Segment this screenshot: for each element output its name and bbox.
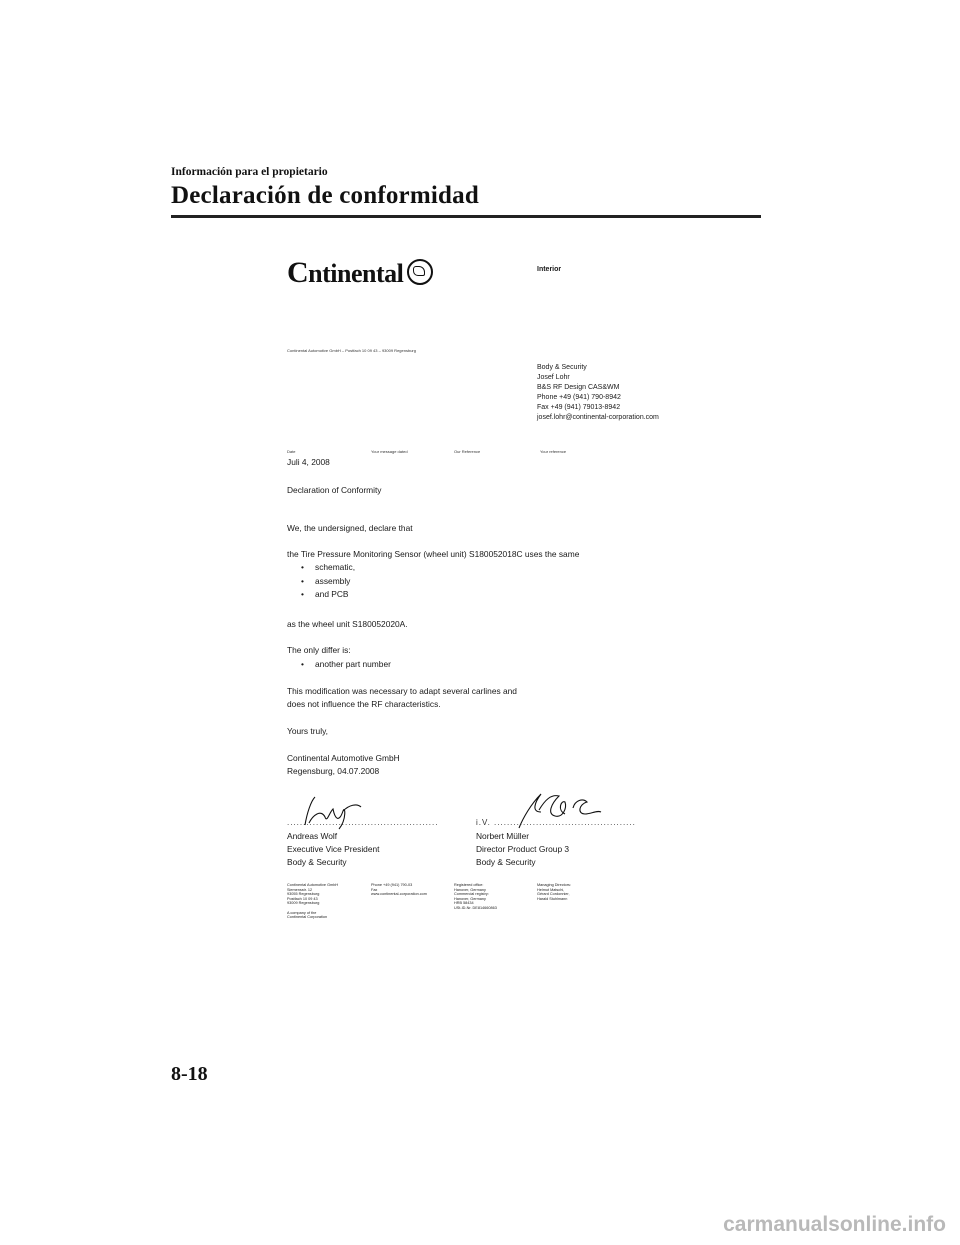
continental-logo <box>287 256 433 290</box>
closing: Yours truly, <box>287 726 328 736</box>
section-label: Información para el propietario <box>171 166 328 178</box>
footer-line: Registered office: <box>454 883 484 887</box>
footer-line: Phone +49 (941) 790-03 <box>371 883 413 887</box>
place-date: Regensburg, 04.07.2008 <box>287 766 380 776</box>
footer-line: Hanover, Germany <box>454 896 486 901</box>
signer1-dept: Body & Security <box>287 857 347 867</box>
footer-line: Fax <box>371 887 378 892</box>
sender-line: Continental Automotive GmbH – Postfach 10 09 43 – 93009 Regensburg <box>287 348 416 353</box>
page-title: Declaración de conformidad <box>171 182 479 209</box>
signer2-dept: Body & Security <box>476 857 536 867</box>
date-label: Date <box>287 449 296 454</box>
footer-line: Siemensstr. 12 <box>287 887 313 892</box>
footer-line: Managing Directors: <box>537 883 571 887</box>
signer1-title: Executive Vice President <box>287 844 380 854</box>
footer-line: HRB 58434 <box>454 901 474 906</box>
letter-intro: We, the undersigned, declare that <box>287 523 413 533</box>
letter-statement: the Tire Pressure Monitoring Sensor (wheel unit) S180052018C uses the same <box>287 549 580 559</box>
footer-line: Continental Corporation <box>287 915 328 920</box>
contact-line: Phone +49 (941) 790-8942 <box>537 394 621 401</box>
list-item: • and PCB <box>315 588 355 602</box>
company-name: Continental Automotive GmbH <box>287 753 400 763</box>
as-wheel-unit: as the wheel unit S180052020A. <box>287 619 408 629</box>
modification-line-2: does not influence the RF characteristics. <box>287 699 441 709</box>
horse-emblem-icon <box>407 259 433 285</box>
list-item: • assembly <box>315 575 355 589</box>
our-reference-label: Our Reference <box>454 449 481 454</box>
differ-items-list <box>287 658 391 672</box>
watermark: carmanualsonline.info <box>723 1213 946 1236</box>
contact-line: B&S RF Design CAS&WM <box>537 384 620 391</box>
footer-line: Gérard Cordonnier, <box>537 892 570 897</box>
letter-date: Juli 4, 2008 <box>287 457 330 467</box>
footer-contact <box>371 883 427 897</box>
footer-line: 93055 Regensburg <box>287 892 320 897</box>
title-rule <box>171 215 761 218</box>
page-number: 8-18 <box>171 1063 208 1085</box>
footer-line: 93009 Regensburg <box>287 901 320 906</box>
footer-line: Hanover, Germany <box>454 887 486 892</box>
logo-text: ntinental <box>308 259 404 288</box>
letter-subject: Declaration of Conformity <box>287 485 382 495</box>
contact-line: Josef Lohr <box>537 374 570 381</box>
footer-company <box>287 883 338 920</box>
footer-line: Helmut Matschi, <box>537 887 565 892</box>
footer-line: A company of the <box>287 910 317 915</box>
contact-line: Fax +49 (941) 79013-8942 <box>537 404 621 411</box>
list-item: • schematic, <box>315 561 355 575</box>
division-label: Interior <box>537 266 562 273</box>
signature-line-2: i.V. ............................................ <box>476 818 636 827</box>
footer-line: Continental Automotive GmbH <box>287 883 339 887</box>
footer-line: Harald Stuhlmann <box>537 896 568 901</box>
footer-registry <box>454 883 497 911</box>
modification-line-1: This modification was necessary to adapt several carlines and <box>287 686 517 696</box>
footer-line: Commercial registry: <box>454 892 489 897</box>
contact-line: josef.lohr@continental-corporation.com <box>537 414 659 421</box>
footer-line: www.continental-corporation.com <box>371 892 427 897</box>
declaration-letter-scan <box>287 250 687 940</box>
signature-line-1: ............................................... <box>287 818 439 827</box>
contact-line: Body & Security <box>537 364 587 371</box>
footer-line: Postfach 10 09 43 <box>287 896 318 901</box>
footer-line: USt-ID-Nr. DE814660863 <box>454 905 497 910</box>
signer1-name: Andreas Wolf <box>287 831 338 841</box>
signer2-title: Director Product Group 3 <box>476 844 570 854</box>
your-reference-label: Your reference <box>540 449 567 454</box>
logo-initial: C <box>287 256 309 289</box>
same-items-list <box>287 561 355 602</box>
list-item: • another part number <box>315 658 391 672</box>
differ-intro: The only differ is: <box>287 645 351 655</box>
contact-block <box>537 363 659 423</box>
signer2-name: Norbert Müller <box>476 831 530 841</box>
footer-directors <box>537 883 571 901</box>
your-message-label: Your message dated <box>371 449 408 454</box>
